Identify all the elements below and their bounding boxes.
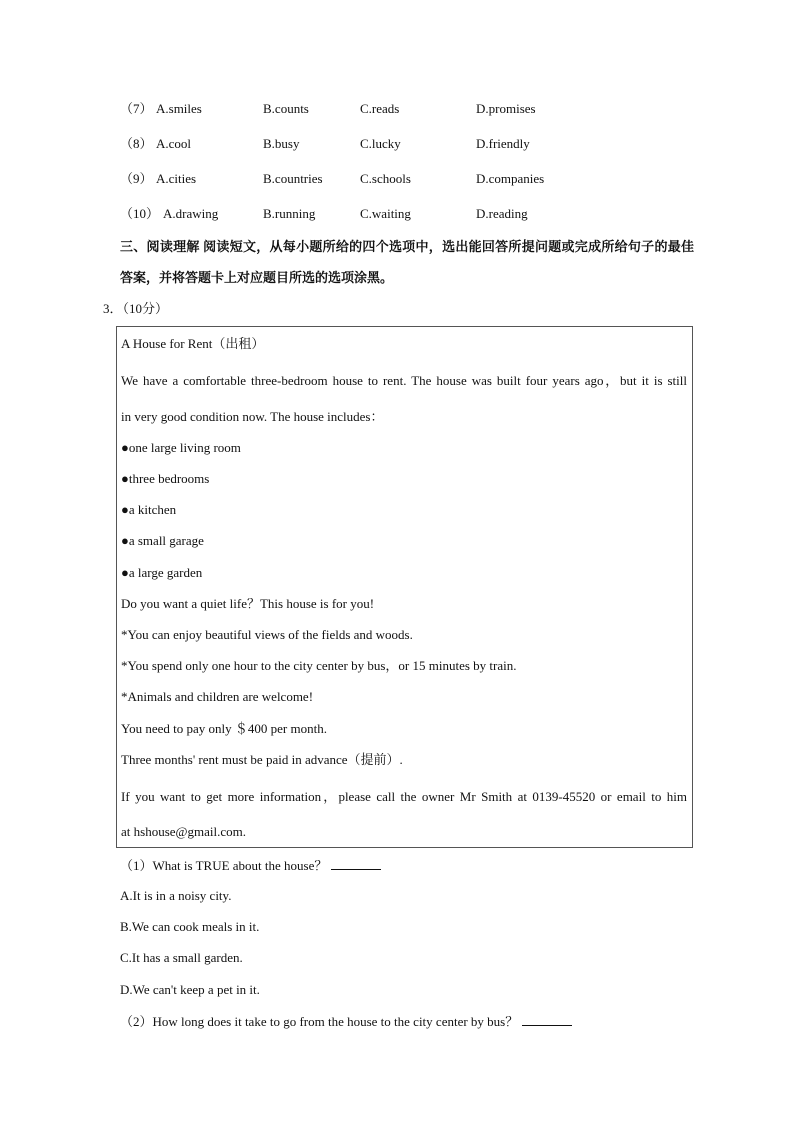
bullet-item: ●a small garage [121,533,204,548]
option-row-10 [120,206,720,222]
passage-intro-line2: in very good condition now. The house includes： [121,409,384,424]
choice-a: A.It is in a noisy city. [120,888,232,903]
perk-item: *You spend only one hour to the city center by bus，or 15 minutes by train. [121,658,517,673]
option-row-8 [120,136,720,152]
option-row-7 [120,101,720,117]
choice-b: B.We can cook meals in it. [120,919,260,934]
bullet-item: ●one large living room [121,440,241,455]
question-number: （8） [120,136,153,151]
sub-question-2 [120,1013,572,1030]
question-number: （9） [120,171,153,186]
passage-pay-line: You need to pay only ＄400 per month. [121,721,327,736]
option-c: C.schools [360,171,411,186]
choice-d: D.We can't keep a pet in it. [120,982,260,997]
passage-contact-line2: at hshouse@gmail.com. [121,824,246,839]
option-a: A.cool [156,136,192,151]
option-c: C.waiting [360,206,411,221]
bullet-item: ●a large garden [121,565,203,580]
passage-intro-line1: We have a comfortable three-bedroom house to rent. The house was built four years ago，but it is still [121,373,687,388]
sub-question-stem: （2）How long does it take to go from the house to the city center by bus？ [120,1014,519,1029]
option-b: B.running [263,206,316,221]
option-a: A.drawing [163,206,219,221]
option-b: B.countries [263,171,323,186]
answer-blank [331,857,381,870]
reading-passage-box [116,326,693,848]
option-b: B.busy [263,136,300,151]
bullet-item: ●a kitchen [121,502,177,517]
option-c: C.reads [360,101,400,116]
option-d: D.companies [476,171,545,186]
option-a: A.cities [156,171,197,186]
passage-title: A House for Rent（出租） [121,336,265,351]
question-number: （7） [120,101,153,116]
option-c: C.lucky [360,136,401,151]
bullet-item: ●three bedrooms [121,471,210,486]
option-d: D.promises [476,101,536,116]
option-b: B.counts [263,101,309,116]
option-a: A.smiles [156,101,202,116]
question-number: （10） [120,206,160,221]
question-number-heading: 3．（10分） [103,301,169,316]
sub-question-stem: （1）What is TRUE about the house？ [120,858,328,873]
passage-quiet-line: Do you want a quiet life？This house is for you! [121,596,375,611]
passage-advance-line: Three months' rent must be paid in advance（提前）. [121,752,403,767]
choice-c: C.It has a small garden. [120,950,243,965]
option-d: D.friendly [476,136,530,151]
perk-item: *You can enjoy beautiful views of the fields and woods. [121,627,413,642]
perk-item: *Animals and children are welcome! [121,689,314,704]
sub-question-1 [120,857,381,874]
option-row-9 [120,171,720,187]
section-heading: 三、阅读理解 阅读短文，从每小题所给的四个选项中，选出能回答所提问题或完成所给句子的最佳答案，并将答题卡上对应题目所选的选项涂黑。 [120,239,694,285]
passage-contact-line1: If you want to get more information，please call the owner Mr Smith at 0139-45520 or email to him [121,789,687,804]
answer-blank [522,1013,572,1026]
option-d: D.reading [476,206,528,221]
